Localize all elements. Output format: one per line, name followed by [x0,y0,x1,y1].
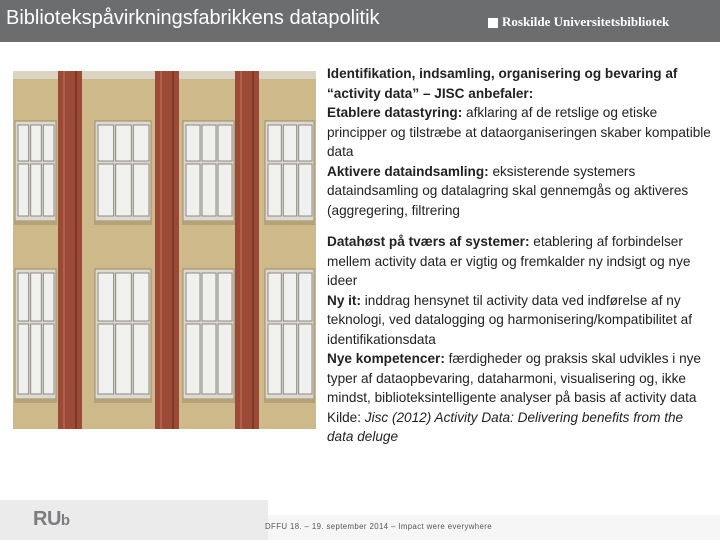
source-title: Jisc (2012) Activity Data: Delivering benefits from the data deluge [327,409,684,444]
intro-heading: Identifikation, indsamling, organisering og bevaring af “activity data” – JISC anbefaler: [327,66,678,101]
bullet-kompetencer [327,349,713,408]
logo-mark-icon [488,18,498,28]
window-pane [18,324,29,394]
window-pane [18,273,29,321]
source-label: Kilde: [327,409,365,425]
window-pane [116,273,132,321]
window-pane [299,125,312,161]
window-pane [43,125,54,161]
window-pane [268,125,281,161]
bullet-term: Aktivere dataindsamling: [327,163,489,179]
pillar-highlight [63,71,65,429]
window-pane [116,125,132,161]
window-pane [268,324,281,394]
window-pane [186,164,200,216]
building-facade-photo [13,71,316,429]
window-sill [182,399,235,403]
window-pane [202,125,216,161]
window-pane [268,273,281,321]
window-sill [94,399,152,403]
window-pane [283,324,296,394]
logo-text: Roskilde Universitetsbibliotek [502,14,670,29]
brick-pillar [58,71,82,429]
window-pane [98,125,114,161]
pillar-shadow [75,71,77,429]
rub-logo-main: RU [33,508,61,530]
window-pane [31,273,42,321]
window-pane [218,324,232,394]
window-pane [299,324,312,394]
window-sill [182,221,235,225]
window-pane [31,324,42,394]
window-pane [268,164,281,216]
window-pane [283,125,296,161]
bullet-datahoest [327,232,713,291]
university-library-logo [488,11,712,33]
window-pane [133,164,149,216]
pillar-highlight [240,71,242,429]
rub-logo-small: b [60,512,70,529]
rub-logo [33,508,70,531]
window-sill [14,221,57,225]
window-pane [299,164,312,216]
window-pane [186,125,200,161]
bullet-text: afklaring af de retslige og etiske principper og tilstræbe at dataorganiseringen skaber kompatible data [327,105,711,159]
window-pane [133,273,149,321]
window-pane [218,125,232,161]
window-pane [43,324,54,394]
building-facade-image [13,71,316,429]
window-pane [43,164,54,216]
bullet-term: Etablere datastyring: [327,105,463,120]
slide-title: Bibliotekspåvirkningsfabrikkens datapolitik [6,7,380,29]
bullet-text: inddrag hensynet til activity data ved indførelse af ny teknologi, ved datalogging og harmonisering/kompatibilitet af identifikationsdata [327,292,692,347]
window-pane [283,164,296,216]
window-pane [133,324,149,394]
window-pane [202,273,216,321]
pillar-shadow [252,71,254,429]
bullet-ny-it [327,291,713,350]
window-pane [43,273,54,321]
window-sill [264,221,315,225]
window-pane [299,273,312,321]
window-pane [218,164,232,216]
window-pane [283,273,296,321]
pillar-shadow [172,71,174,429]
intro-paragraph [327,64,713,103]
bullet-term: Datahøst på tværs af systemer: [327,234,530,249]
bullet-datastyring [327,103,713,162]
source-citation [327,408,713,447]
window-sill [14,399,57,403]
bullet-dataindsamling [327,162,713,221]
window-pane [31,164,42,216]
slide-body [327,64,713,447]
window-pane [133,125,149,161]
slide-header [0,0,720,42]
window-sill [264,399,315,403]
window-pane [202,324,216,394]
window-pane [98,273,114,321]
window-pane [116,164,132,216]
bullet-term: Ny it: [327,292,361,308]
window-pane [98,324,114,394]
window-pane [31,125,42,161]
window-pane [202,164,216,216]
window-pane [116,324,132,394]
window-pane [186,273,200,321]
pillar-highlight [160,71,162,429]
bullet-term: Nye kompetencer: [327,351,445,366]
window-pane [186,324,200,394]
window-pane [218,273,232,321]
bullet-text: eksisterende systemers dataindsamling og datalagring skal gennemgås og aktiveres (aggregering, filtrering [327,163,689,218]
window-pane [18,164,29,216]
bullet-text: færdigheder og praksis skal udvikles i nye typer af dataopbevaring, dataharmoni, visualisering og, ikke mindst, biblioteksintelligente analyser på basis af activity data [327,351,701,405]
bullet-text: etablering af forbindelser mellem activity data er vigtig og fremkalder ny indsigt og nye ideer [327,234,691,288]
brick-pillar [155,71,179,429]
window-pane [98,164,114,216]
brick-pillar [235,71,259,429]
footer-conference-text: DFFU 18. – 19. september 2014 – Impact were everywhere [265,522,493,531]
window-pane [18,125,29,161]
window-sill [94,221,152,225]
